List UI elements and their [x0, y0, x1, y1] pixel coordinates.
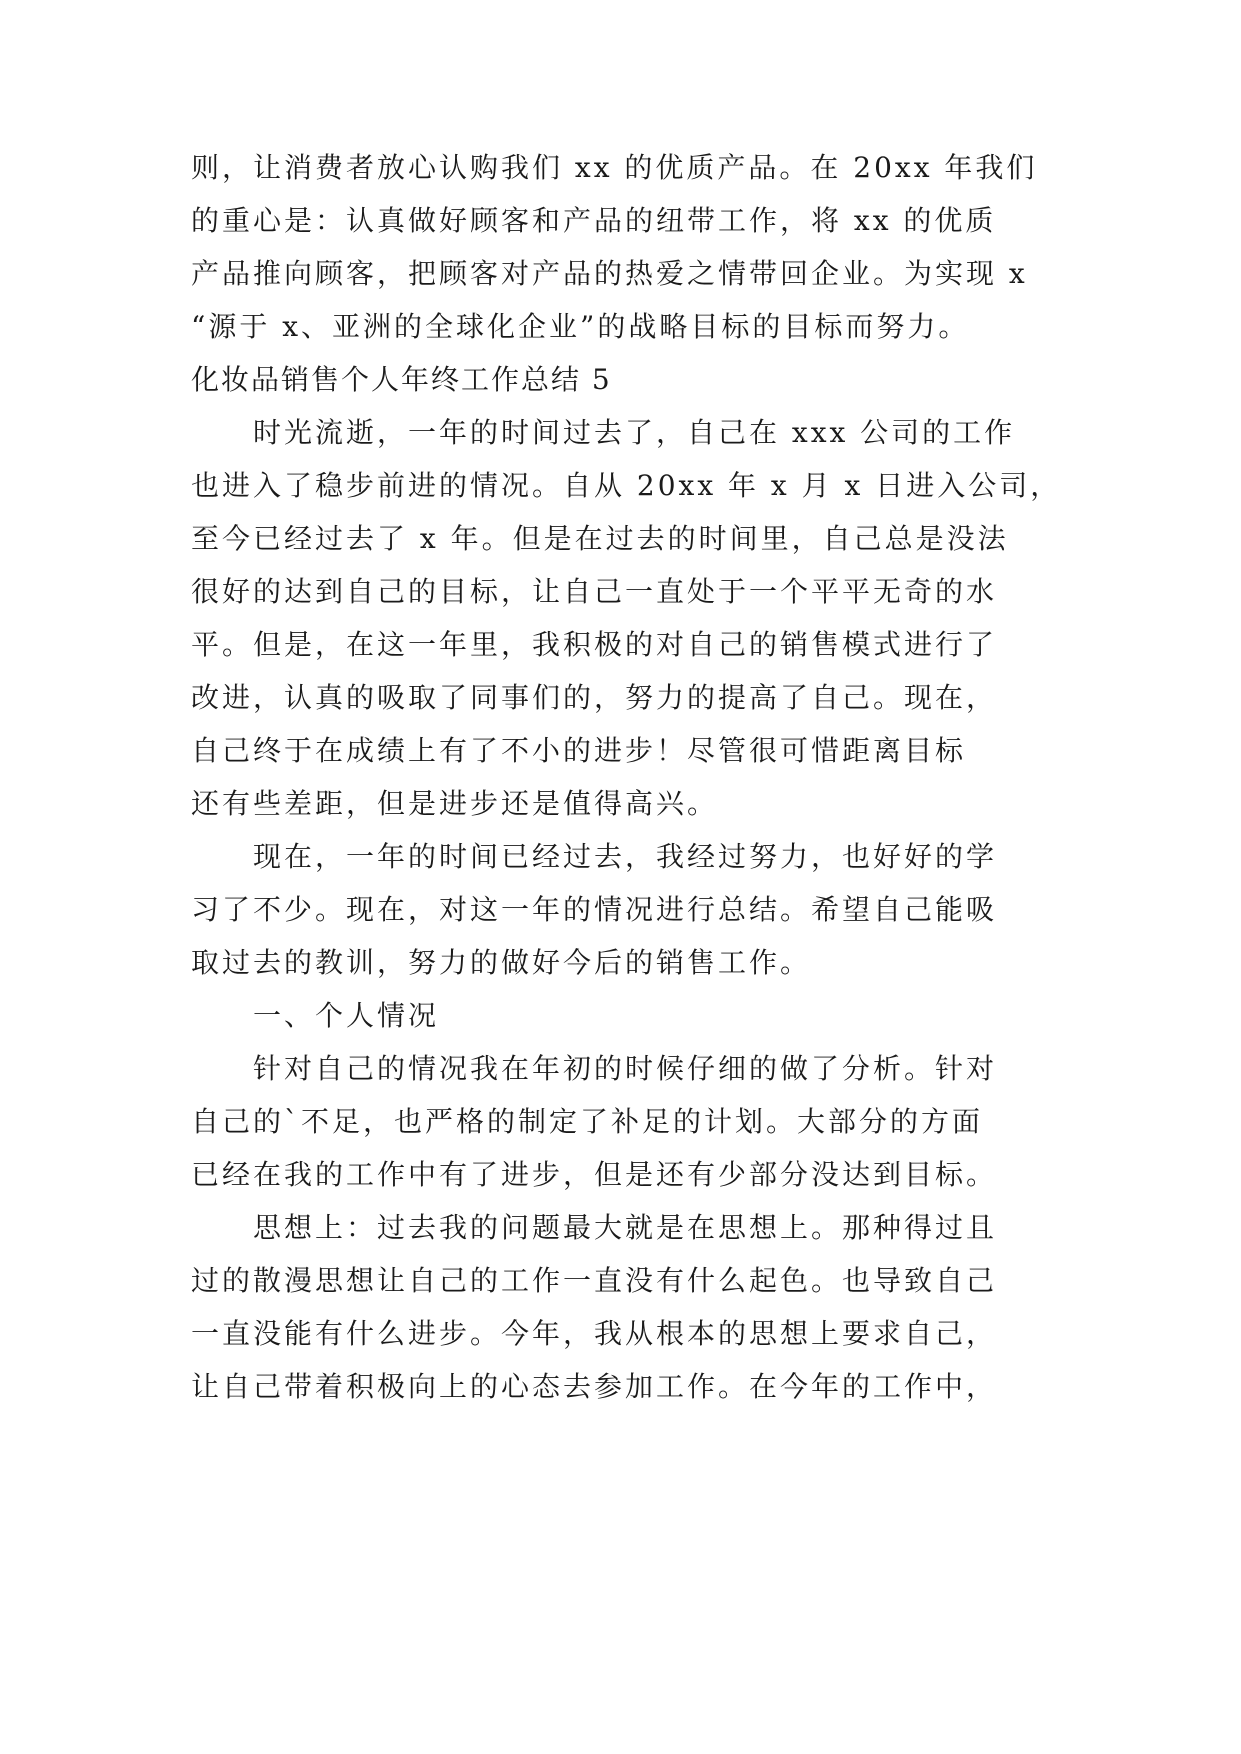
paragraph-line: 一直没能有什么进步。今年，我从根本的思想上要求自己，: [191, 1317, 998, 1350]
paragraph-line: “源于 x、亚洲的全球化企业”的战略目标的目标而努力。: [191, 310, 970, 343]
paragraph-line: 平。但是，在这一年里，我积极的对自己的销售模式进行了: [191, 628, 998, 661]
paragraph-line: 习了不少。现在，对这一年的情况进行总结。希望自己能吸: [191, 893, 998, 926]
paragraph-line: 已经在我的工作中有了进步，但是还有少部分没达到目标。: [191, 1158, 998, 1191]
paragraph-line: 现在，一年的时间已经过去，我经过努力，也好好的学: [253, 840, 998, 873]
paragraph-line: 时光流逝，一年的时间过去了，自己在 xxx 公司的工作: [253, 416, 1016, 449]
paragraph-line: 也进入了稳步前进的情况。自从 20xx 年 x 月 x 日进入公司，: [191, 469, 1062, 502]
paragraph-line: 思想上：过去我的问题最大就是在思想上。那种得过且: [253, 1211, 998, 1244]
paragraph-line: 自己终于在成绩上有了不小的进步！尽管很可惜距离目标: [191, 734, 967, 767]
paragraph-line: 改进，认真的吸取了同事们的，努力的提高了自己。现在，: [191, 681, 998, 714]
paragraph-line: 取过去的教训，努力的做好今后的销售工作。: [191, 946, 812, 979]
paragraph-line: 很好的达到自己的目标，让自己一直处于一个平平无奇的水: [191, 575, 998, 608]
paragraph-line: 则，让消费者放心认购我们 xx 的优质产品。在 20xx 年我们: [191, 151, 1038, 184]
paragraph-line: 自己的`不足，也严格的制定了补足的计划。大部分的方面: [191, 1105, 984, 1138]
section-title: 化妆品销售个人年终工作总结 5: [191, 363, 612, 396]
paragraph-line: 针对自己的情况我在年初的时候仔细的做了分析。针对: [253, 1052, 998, 1085]
paragraph-line: 还有些差距，但是进步还是值得高兴。: [191, 787, 719, 820]
paragraph-line: 过的散漫思想让自己的工作一直没有什么起色。也导致自己: [191, 1264, 998, 1297]
subsection-heading: 一、个人情况: [253, 999, 440, 1032]
paragraph-line: 产品推向顾客，把顾客对产品的热爱之情带回企业。为实现 x: [191, 257, 1028, 290]
paragraph-line: 的重心是：认真做好顾客和产品的纽带工作，将 xx 的优质: [191, 204, 997, 237]
paragraph-line: 至今已经过去了 x 年。但是在过去的时间里，自己总是没法: [191, 522, 1009, 555]
paragraph-line: 让自己带着积极向上的心态去参加工作。在今年的工作中，: [191, 1370, 998, 1403]
